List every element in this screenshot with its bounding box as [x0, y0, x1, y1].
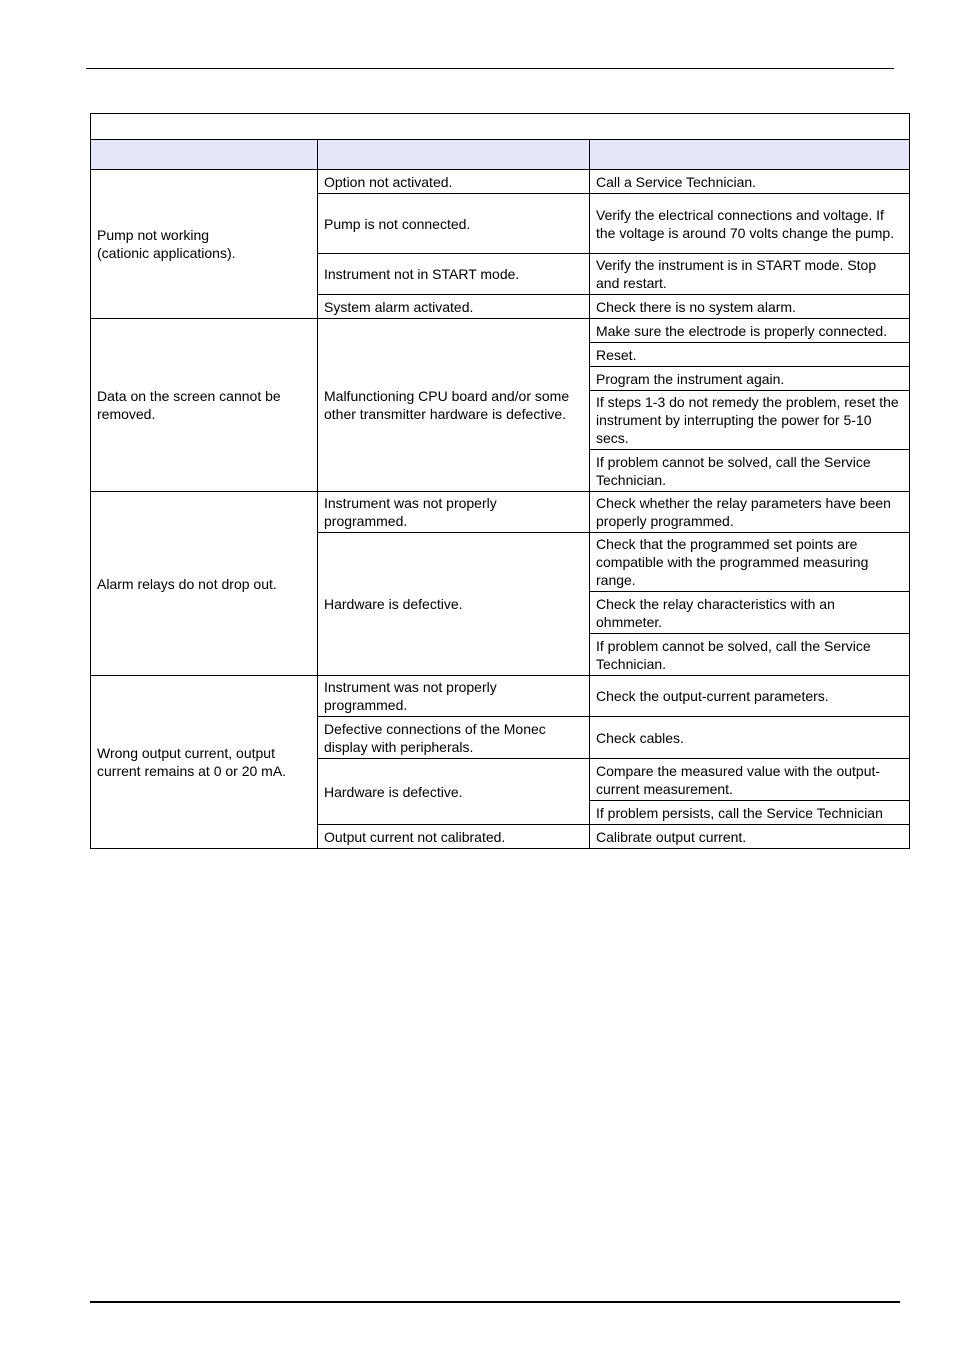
problem-cell: Wrong output current, output current remains at 0 or 20 mA.	[91, 676, 318, 849]
action-cell: If steps 1-3 do not remedy the problem, reset the instrument by interrupting the power for 5-10 secs.	[590, 391, 910, 450]
table-title-row	[91, 114, 910, 140]
action-cell: Verify the instrument is in START mode. Stop and restart.	[590, 254, 910, 295]
table-body	[91, 114, 910, 849]
problem-cell: Pump not working (cationic applications).	[91, 170, 318, 319]
action-cell: Check the output-current parameters.	[590, 676, 910, 717]
cause-cell: Option not activated.	[318, 170, 590, 194]
action-cell: Calibrate output current.	[590, 825, 910, 849]
troubleshooting-table	[90, 113, 910, 849]
action-cell: Compare the measured value with the output-current measurement.	[590, 759, 910, 801]
problem-cell: Alarm relays do not drop out.	[91, 492, 318, 676]
action-cell: Reset.	[590, 343, 910, 367]
action-cell: Make sure the electrode is properly connected.	[590, 319, 910, 343]
action-cell: Program the instrument again.	[590, 367, 910, 391]
cause-cell: Hardware is defective.	[318, 533, 590, 676]
column-header-cause	[318, 140, 590, 170]
cause-cell: Hardware is defective.	[318, 759, 590, 825]
action-cell: If problem cannot be solved, call the Service Technician.	[590, 450, 910, 492]
cause-cell: System alarm activated.	[318, 295, 590, 319]
cause-cell: Pump is not connected.	[318, 194, 590, 254]
cause-cell: Output current not calibrated.	[318, 825, 590, 849]
action-cell: Check whether the relay parameters have been properly programmed.	[590, 492, 910, 533]
action-cell: Check cables.	[590, 717, 910, 759]
cause-cell: Instrument was not properly programmed.	[318, 676, 590, 717]
action-cell: Check there is no system alarm.	[590, 295, 910, 319]
table-row	[91, 170, 910, 194]
table-row	[91, 676, 910, 717]
cause-cell: Instrument was not properly programmed.	[318, 492, 590, 533]
action-cell: If problem persists, call the Service Technician	[590, 801, 910, 825]
action-cell: Call a Service Technician.	[590, 170, 910, 194]
footer-rule	[90, 1301, 900, 1303]
table-row	[91, 319, 910, 343]
action-cell: If problem cannot be solved, call the Service Technician.	[590, 634, 910, 676]
action-cell: Verify the electrical connections and voltage. If the voltage is around 70 volts change the pump.	[590, 194, 910, 254]
action-cell: Check that the programmed set points are compatible with the programmed measuring range.	[590, 533, 910, 592]
column-header-problem	[91, 140, 318, 170]
table-header-row	[91, 140, 910, 170]
column-header-action	[590, 140, 910, 170]
cause-cell: Defective connections of the Monec display with peripherals.	[318, 717, 590, 759]
table-row	[91, 492, 910, 533]
action-cell: Check the relay characteristics with an ohmmeter.	[590, 592, 910, 634]
cause-cell: Malfunctioning CPU board and/or some other transmitter hardware is defective.	[318, 319, 590, 492]
table-title	[91, 114, 910, 140]
header-rule	[86, 68, 894, 69]
cause-cell: Instrument not in START mode.	[318, 254, 590, 295]
problem-cell: Data on the screen cannot be removed.	[91, 319, 318, 492]
